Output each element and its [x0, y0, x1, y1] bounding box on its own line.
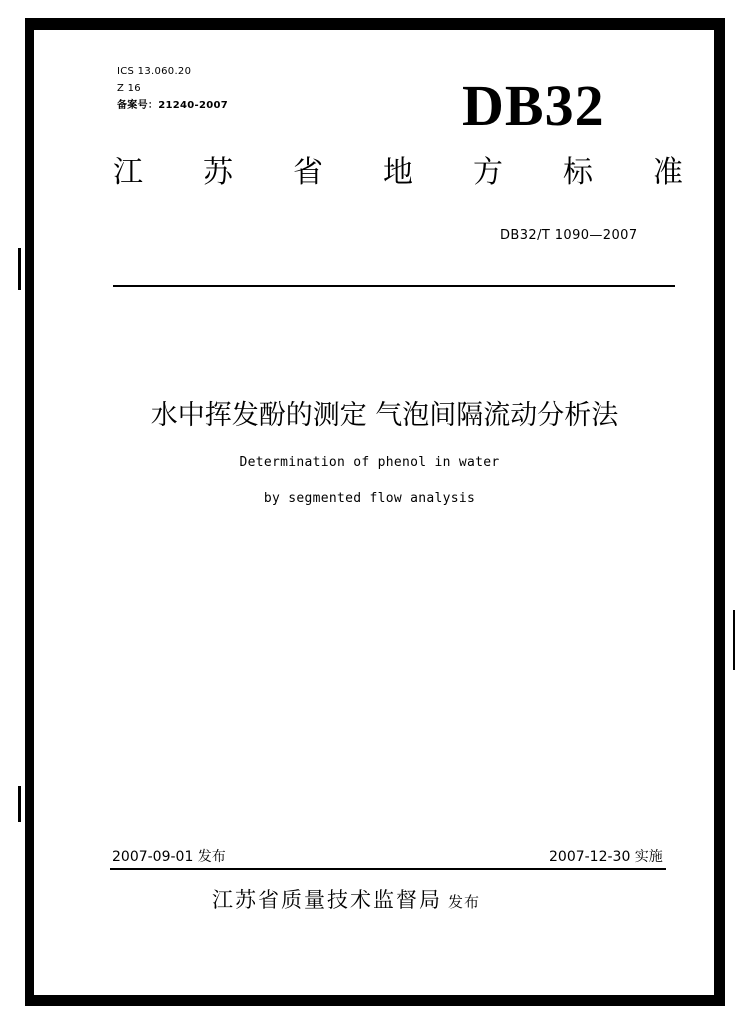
footer-divider [110, 868, 666, 870]
title-char: 省 [293, 155, 323, 190]
issuer-name: 江苏省质量技术监督局 [212, 888, 442, 912]
title-char: 地 [383, 155, 413, 190]
title-char: 准 [653, 155, 683, 190]
scan-edge-mark [733, 610, 735, 670]
scan-edge-mark [18, 786, 21, 822]
implementation-date: 2007-12-30 实施 [549, 849, 663, 865]
title-char: 标 [563, 155, 593, 190]
issuer-suffix: 发布 [448, 893, 481, 911]
filing-number: 备案号：21240-2007 [117, 100, 228, 111]
title-char: 苏 [203, 155, 233, 190]
provincial-standard-title [113, 152, 683, 194]
standard-number: DB32/T 1090—2007 [500, 228, 638, 243]
document-title-en-line1: Determination of phenol in water [239, 455, 500, 470]
title-char: 方 [473, 155, 503, 190]
document-title-cn: 水中挥发酚的测定 气泡间隔流动分析法 [150, 400, 619, 431]
issue-date: 2007-09-01 发布 [112, 849, 226, 865]
standard-code: DB32 [462, 73, 605, 138]
document-title-en-line2: by segmented flow analysis [263, 491, 476, 506]
scan-edge-mark [18, 248, 21, 290]
ics-code: ICS 13.060.20 [117, 66, 192, 77]
ccs-code: Z 16 [117, 83, 141, 94]
header-divider [113, 285, 675, 287]
title-char: 江 [113, 155, 143, 190]
issuing-authority [212, 884, 480, 914]
